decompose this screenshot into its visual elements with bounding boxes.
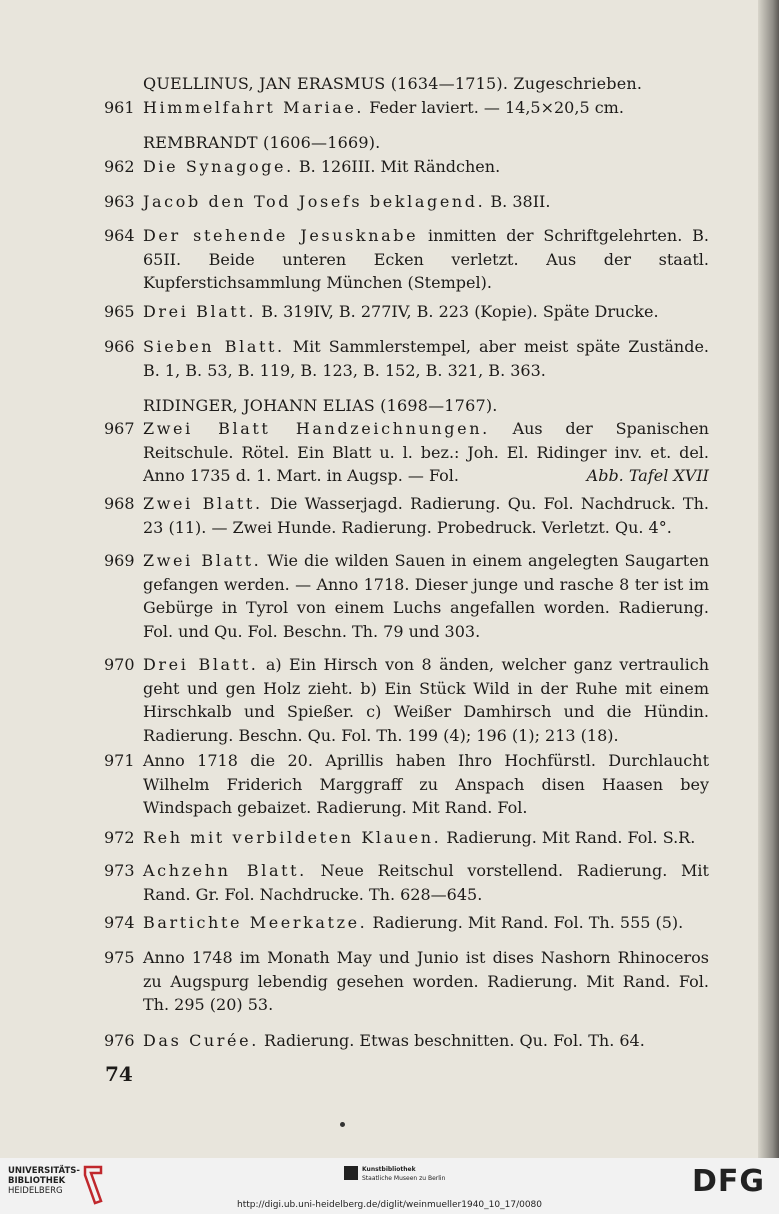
lot-number: 965 (104, 302, 135, 321)
lot-details: a) Ein Hirsch von 8 änden, welcher ganz vertraulich geht und gen Holz zieht. b) Ein Stück Wild in der Ruhe mit einem Hirschkalb und Spießer. c) Weißer Damhirsch und die Hündin. Radierung. Beschn. Qu. Fol. Th. 199 (4); 196 (1); 213 (18). (143, 655, 710, 745)
lot-title: Die Synagoge. (143, 157, 294, 176)
lot-title: Himmelfahrt Mariae. (143, 98, 365, 117)
lot-description (143, 155, 709, 179)
lot-title: Achzehn Blatt. (143, 861, 307, 880)
lot-description (143, 417, 709, 488)
lot-number: 966 (104, 337, 135, 356)
lot-description (143, 190, 709, 214)
book-spine-shadow (758, 0, 779, 1158)
ub-heidelberg-logo[interactable] (8, 1166, 80, 1196)
lot-number: 968 (104, 494, 135, 513)
lot-number: 967 (104, 419, 135, 438)
lot-details: B. 38II. (485, 192, 551, 211)
lot-title: Jacob den Tod Josefs beklagend. (143, 192, 486, 211)
lot-description (143, 653, 709, 747)
lot-details: inmitten der Schriftgelehrten. B. 65II. Beide unteren Ecken verletzt. Aus der staatl. Kupferstichsammlung München (Stempel). (143, 226, 709, 292)
artist-heading-text: REMBRANDT (1606—1669). (143, 133, 381, 152)
lot-title: Sieben Blatt. (143, 337, 285, 356)
lot-number: 970 (104, 655, 135, 674)
lot-details: Mit Sammlerstempel, aber meist späte Zustände. B. 1, B. 53, B. 119, B. 123, B. 152, B. 321, B. 363. (143, 337, 709, 380)
library-line-1: UNIVERSITÄTS- (8, 1166, 80, 1176)
lot-details: B. 126III. Mit Rändchen. (293, 157, 501, 176)
lot-number: 974 (104, 913, 135, 932)
source-url[interactable]: http://digi.ub.uni-heidelberg.de/diglit/weinmueller1940_10_17/0080 (236, 1200, 542, 1210)
ink-dot (340, 1122, 345, 1127)
lot-description (143, 749, 709, 820)
lot-title: Der stehende Jesusknabe (143, 226, 419, 245)
lot-number: 972 (104, 828, 135, 847)
lot-title: Bartichte Meerkatze. (143, 913, 368, 932)
library-line-3: HEIDELBERG (8, 1186, 63, 1196)
lot-details: Aus der Spanischen Reitschule. Rötel. Ein Blatt u. l. bez.: Joh. El. Ridinger inv. et. del. Anno 1735 d. 1. Mart. in Augsp. — Fol. (143, 419, 709, 485)
kunst-title: Kunstbibliothek (362, 1166, 416, 1173)
lot-details: Anno 1748 im Monath May und Junio ist dises Nashorn Rhinoceros zu Augspurg lebendig gesehen worden. Radierung. Mit Rand. Fol. Th. 295 (20) 53. (143, 948, 709, 1014)
lot-title: Zwei Blatt. (143, 551, 262, 570)
lot-description (143, 911, 709, 935)
lot-title: Reh mit verbildeten Klauen. (143, 828, 442, 847)
lot-description (143, 224, 709, 295)
lot-details: Feder laviert. — 14,5×20,5 cm. (364, 98, 624, 117)
library-line-2: BIBLIOTHEK (8, 1176, 66, 1186)
lot-title: Das Curée. (143, 1031, 259, 1050)
lot-details: Radierung. Mit Rand. Fol. S.R. (441, 828, 696, 847)
ub-heidelberg-mark-icon (81, 1163, 105, 1205)
lot-details: Anno 1718 die 20. Aprillis haben Ihro Hochfürstl. Durchlaucht Wilhelm Friderich Marggraff zu Anspach disen Haasen bey Windspach gebaizet. Radierung. Mit Rand. Fol. (143, 751, 709, 817)
lot-description (143, 300, 709, 324)
artist-heading-text: QUELLINUS, JAN ERASMUS (1634—1715). Zugeschrieben. (143, 74, 643, 93)
lot-number: 964 (104, 226, 135, 245)
lot-number: 962 (104, 157, 135, 176)
lot-number: 973 (104, 861, 135, 880)
footer-bar (0, 1158, 779, 1214)
lot-title: Drei Blatt. (143, 302, 257, 321)
lot-details: B. 319IV, B. 277IV, B. 223 (Kopie). Späte Drucke. (256, 302, 659, 321)
lot-number: 976 (104, 1031, 135, 1050)
lot-description (143, 946, 709, 1017)
lot-details: Wie die wilden Sauen in einem angelegten Saugarten gefangen werden. — Anno 1718. Dieser junge und rasche 8 ter ist im Gebürge in Tyrol von einem Luchs angefallen worden. Radierung. Fol. und Qu. Fol. Beschn. Th. 79 und 303. (143, 551, 709, 641)
plate-reference: Abb. Tafel XVII (586, 466, 709, 485)
lot-number: 961 (104, 98, 135, 117)
lot-title: Zwei Blatt. (143, 494, 263, 513)
lot-description (143, 335, 709, 382)
lot-description (143, 826, 709, 850)
lot-description (143, 549, 709, 643)
lot-details: Radierung. Etwas beschnitten. Qu. Fol. Th. 64. (258, 1031, 645, 1050)
lot-description (143, 492, 709, 539)
lot-details: Die Wasserjagd. Radierung. Qu. Fol. Nachdruck. Th. 23 (11). — Zwei Hunde. Radierung. Probedruck. Verletzt. Qu. 4°. (143, 494, 709, 537)
page-number: 74 (105, 1062, 133, 1086)
lot-description (143, 859, 709, 906)
kunstbibliothek-logo-icon (344, 1166, 358, 1180)
kunstbibliothek-logo[interactable] (362, 1165, 445, 1183)
lot-details: Neue Reitschul vorstellend. Radierung. Mit Rand. Gr. Fol. Nachdrucke. Th. 628—645. (143, 861, 709, 904)
lot-details: Radierung. Mit Rand. Fol. Th. 555 (5). (367, 913, 684, 932)
kunst-subtitle: Staatliche Museen zu Berlin (362, 1175, 446, 1182)
dfg-logo[interactable]: DFG (692, 1164, 766, 1199)
lot-description (143, 1029, 709, 1053)
lot-title: Drei Blatt. (143, 655, 259, 674)
artist-heading-text: RIDINGER, JOHANN ELIAS (1698—1767). (143, 396, 498, 415)
lot-number: 971 (104, 751, 135, 770)
lot-title: Zwei Blatt Handzeichnungen. (143, 419, 490, 438)
lot-description (143, 96, 709, 120)
lot-number: 969 (104, 551, 135, 570)
lot-number: 975 (104, 948, 135, 967)
lot-number: 963 (104, 192, 135, 211)
